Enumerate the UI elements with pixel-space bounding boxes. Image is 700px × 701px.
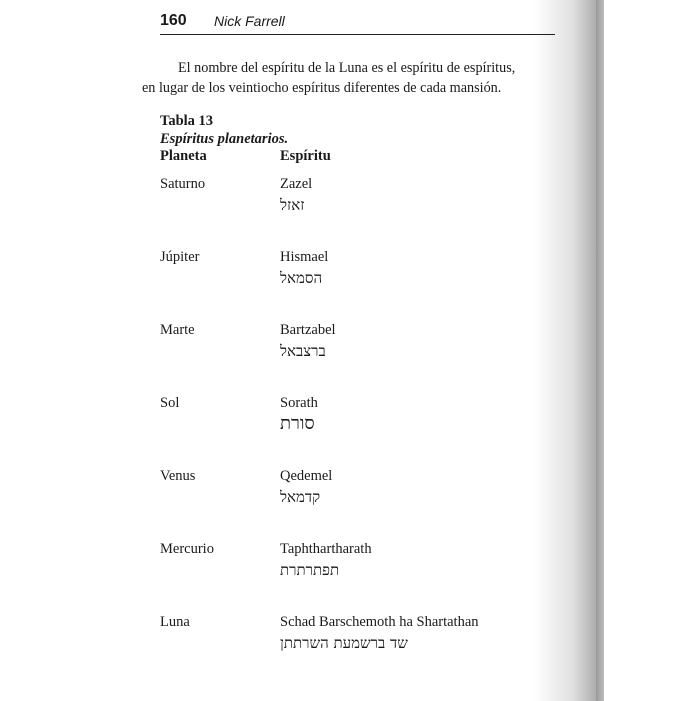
paragraph-line-2: en lugar de los veintiocho espíritus diferentes de cada mansión.: [142, 80, 502, 96]
planet-name: Marte: [160, 322, 195, 338]
hebrew-name: זאזל: [280, 196, 305, 214]
table-subtitle: Espíritus planetarios.: [160, 131, 289, 147]
spirit-name: Schad Barschemoth ha Shartathan: [280, 614, 479, 630]
planet-name: Saturno: [160, 176, 206, 192]
hebrew-name: שד ברשמעת השרתתן: [280, 634, 408, 652]
paragraph-line-1: El nombre del espíritu de la Luna es el espíritu de espíritus,: [178, 60, 516, 76]
table-row: [160, 249, 560, 299]
hebrew-name: קדמאל: [280, 488, 321, 506]
spirit-name: Qedemel: [280, 468, 333, 484]
spirit-name: Zazel: [280, 176, 313, 192]
column-header-planet: Planeta: [160, 148, 207, 164]
column-header-spirit: Espíritu: [280, 148, 331, 164]
page-edge: [596, 0, 604, 701]
table-row: [160, 614, 560, 664]
table-row: [160, 176, 560, 226]
spirit-name: Sorath: [280, 395, 318, 411]
spirit-name: Hismael: [280, 249, 329, 265]
table-row: [160, 541, 560, 591]
table-row: [160, 468, 560, 518]
hebrew-name: תפתרתרת: [280, 561, 340, 579]
spirit-name: Taphthartharath: [280, 541, 372, 557]
planet-name: Mercurio: [160, 541, 214, 557]
page-number: 160: [160, 12, 187, 29]
hebrew-name: סורת: [280, 413, 315, 434]
table-row: [160, 395, 560, 445]
spirit-name: Bartzabel: [280, 322, 336, 338]
running-head-author: Nick Farrell: [214, 13, 285, 29]
hebrew-name: הסמאל: [280, 269, 323, 287]
table-title: Tabla 13: [160, 113, 214, 129]
planet-name: Sol: [160, 395, 180, 411]
table-row: [160, 322, 560, 372]
hebrew-name: ברצבאל: [280, 342, 326, 360]
page-header: [160, 12, 555, 35]
planet-name: Venus: [160, 468, 196, 484]
planet-name: Luna: [160, 614, 190, 630]
body-paragraph: [142, 58, 560, 98]
planet-name: Júpiter: [160, 249, 200, 265]
